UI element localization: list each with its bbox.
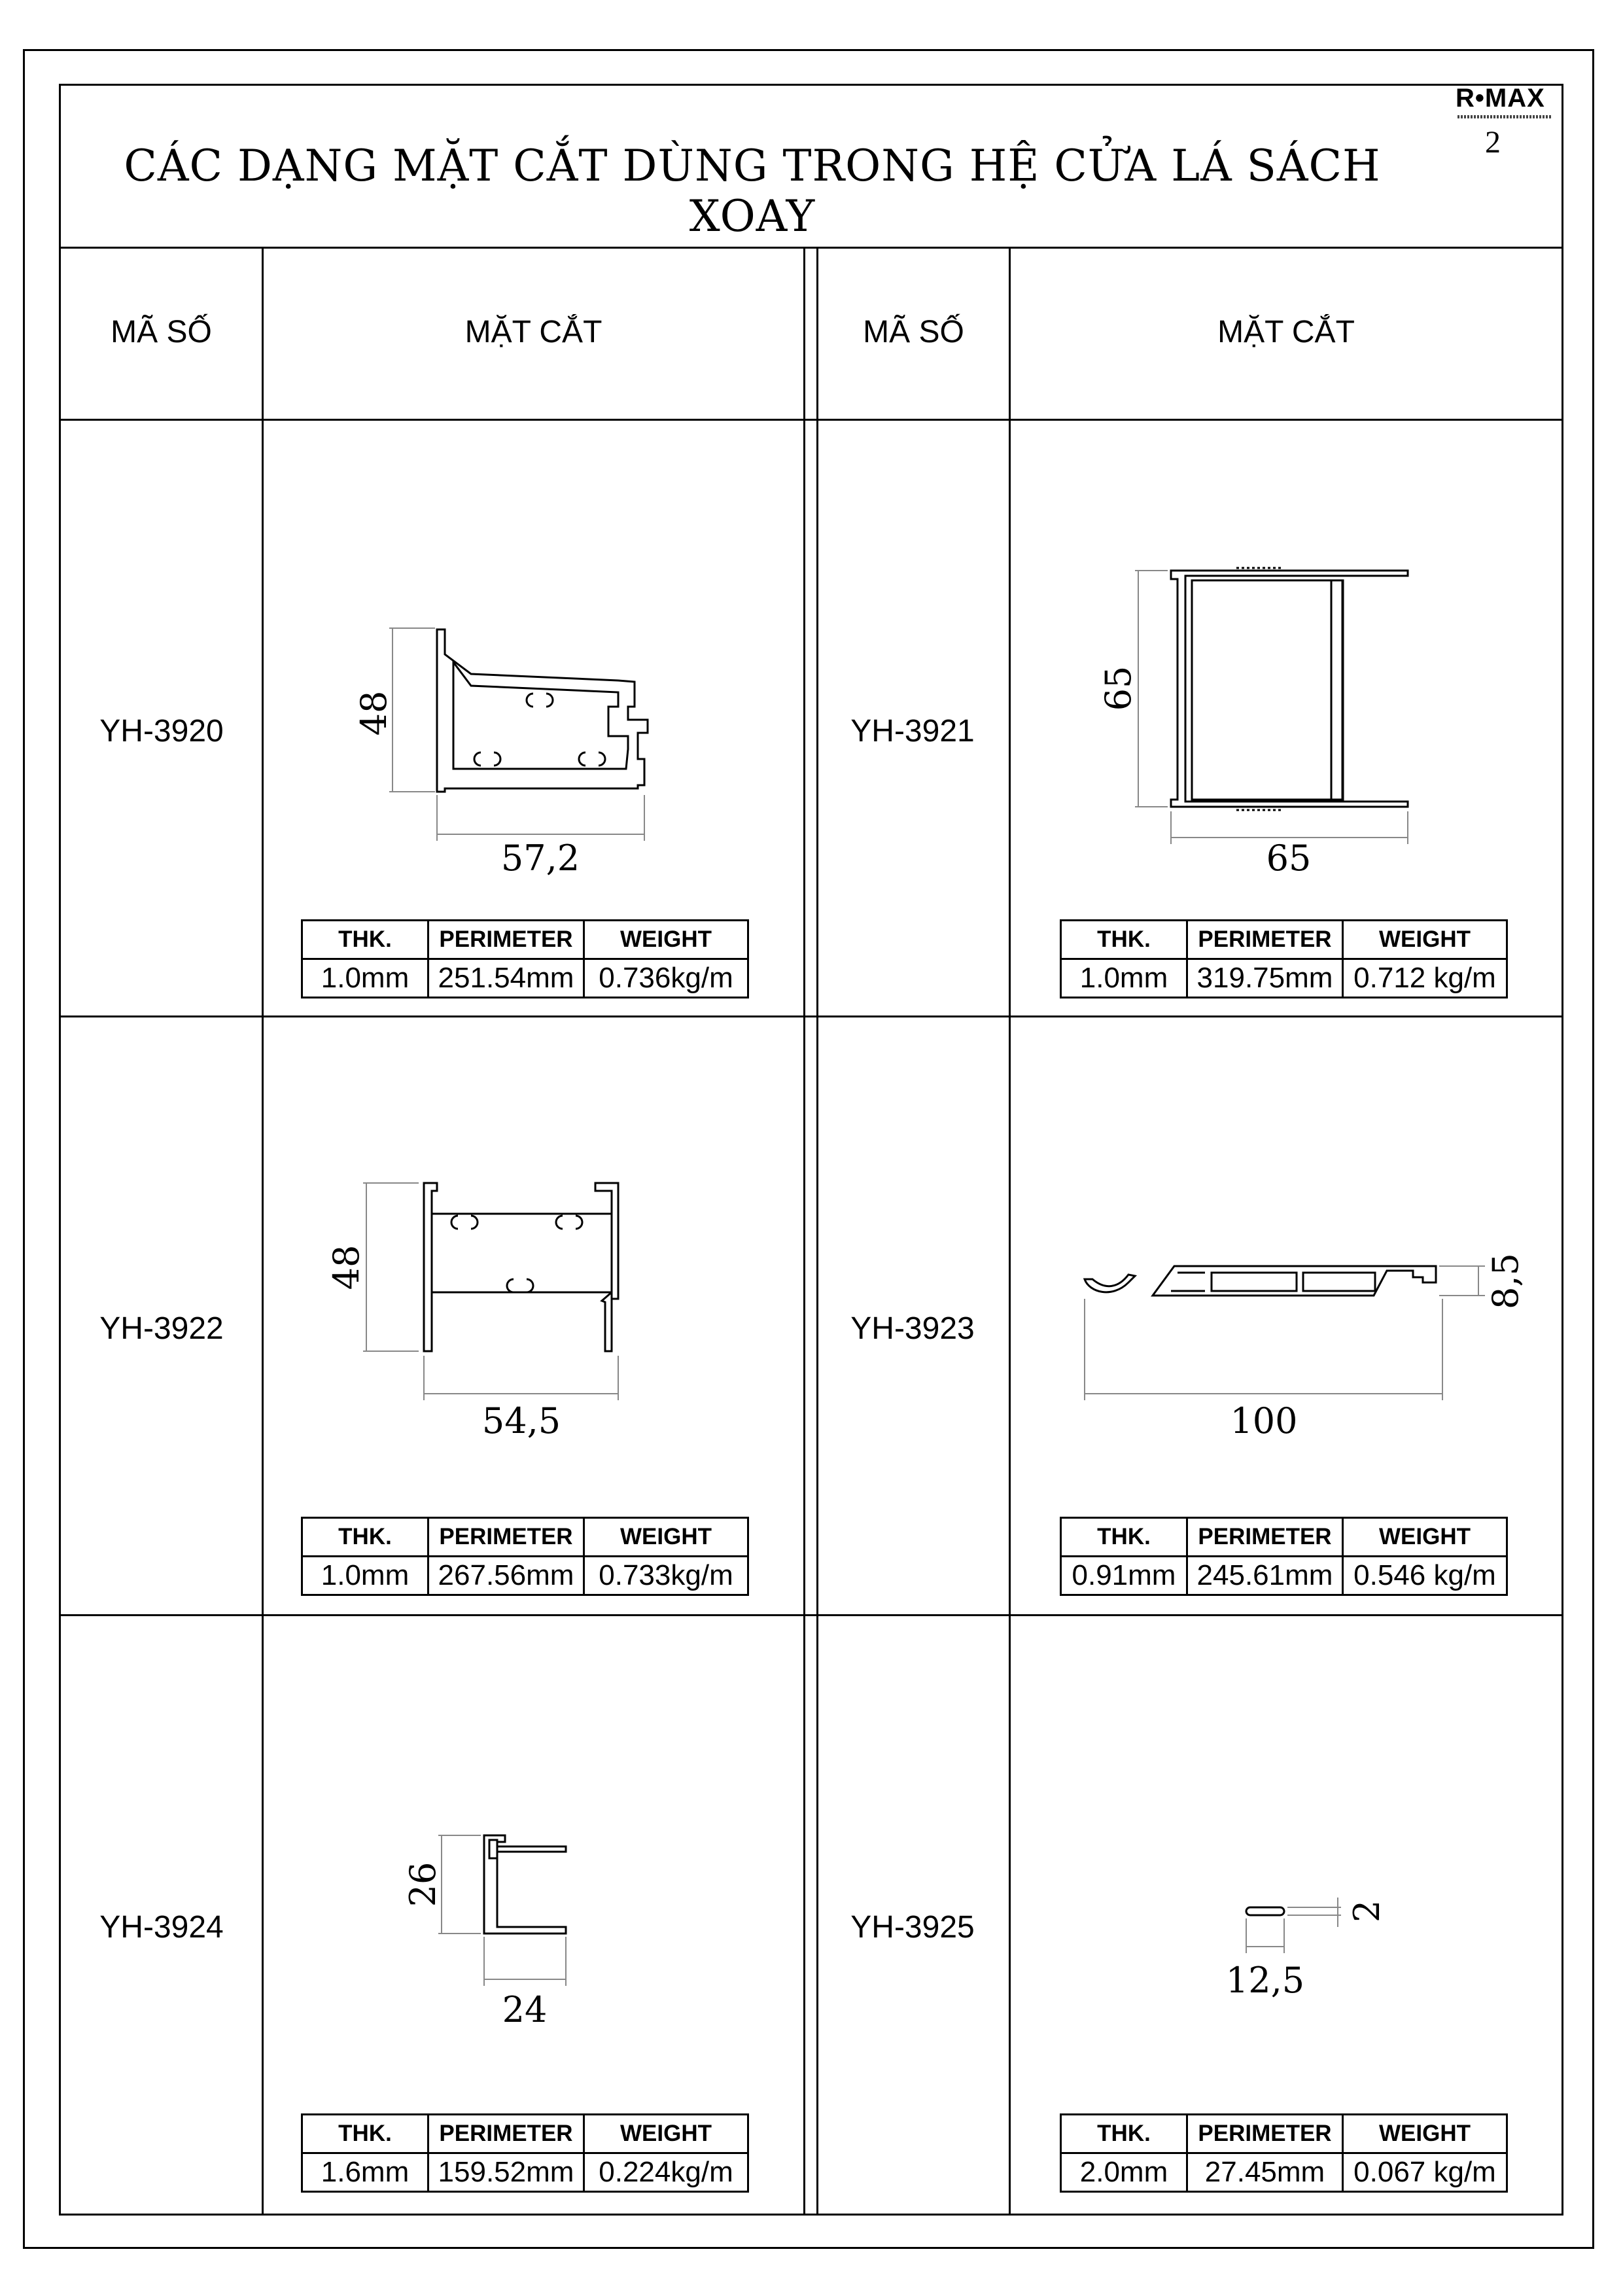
dim-height-label: 48 xyxy=(353,690,394,736)
dim-height-label: 48 xyxy=(326,1245,367,1290)
spec-header-thk: THK. xyxy=(302,2115,428,2153)
spec-header-weight: WEIGHT xyxy=(1343,1518,1507,1557)
profile-code: YH-3924 xyxy=(99,1910,224,1945)
spec-thk: 0.91mm xyxy=(1061,1557,1187,1595)
spec-thk: 1.0mm xyxy=(302,1557,428,1595)
spec-table xyxy=(301,919,749,998)
spec-weight: 0.712 kg/m xyxy=(1343,959,1507,998)
spec-header-weight: WEIGHT xyxy=(1343,2115,1507,2153)
spec-perimeter: 159.52mm xyxy=(428,2153,584,2192)
spec-header-weight: WEIGHT xyxy=(584,921,748,959)
spec-header-thk: THK. xyxy=(1061,1518,1187,1557)
profile-code: YH-3921 xyxy=(850,714,975,749)
dim-width-label: 65 xyxy=(1266,838,1312,879)
header-code-right: MÃ SỐ xyxy=(863,315,964,349)
spec-thk: 1.6mm xyxy=(302,2153,428,2192)
profile-code: YH-3925 xyxy=(850,1910,975,1945)
spec-perimeter: 27.45mm xyxy=(1187,2153,1343,2192)
page-title: CÁC DẠNG MẶT CẮT DÙNG TRONG HỆ CỬA LÁ SÁCH XOAY xyxy=(124,141,1381,241)
spec-header-perimeter: PERIMETER xyxy=(428,921,584,959)
spec-header-perimeter: PERIMETER xyxy=(1187,921,1343,959)
dim-height-label: 26 xyxy=(402,1862,444,1907)
spec-header-weight: WEIGHT xyxy=(584,2115,748,2153)
spec-table xyxy=(1060,1517,1508,1596)
spec-table xyxy=(301,1517,749,1596)
profile-code: YH-3923 xyxy=(850,1311,975,1346)
spec-header-weight: WEIGHT xyxy=(584,1518,748,1557)
dim-width-label: 54,5 xyxy=(481,1400,561,1441)
brand-logo: R•MAX xyxy=(1456,84,1545,113)
spec-header-perimeter: PERIMETER xyxy=(1187,2115,1343,2153)
dim-height-label: 65 xyxy=(1098,665,1139,711)
spec-perimeter: 267.56mm xyxy=(428,1557,584,1595)
dim-width-label: 24 xyxy=(502,1989,548,2030)
spec-header-thk: THK. xyxy=(302,921,428,959)
spec-weight: 0.546 kg/m xyxy=(1343,1557,1507,1595)
header-section-right: MẶT CẮT xyxy=(1217,315,1355,349)
spec-header-thk: THK. xyxy=(1061,2115,1187,2153)
spec-thk: 2.0mm xyxy=(1061,2153,1187,2192)
dim-width-label: 57,2 xyxy=(500,838,580,879)
header-section-left: MẶT CẮT xyxy=(464,315,602,349)
dim-height-label: 8,5 xyxy=(1485,1253,1526,1309)
spec-header-perimeter: PERIMETER xyxy=(1187,1518,1343,1557)
spec-perimeter: 319.75mm xyxy=(1187,959,1343,998)
spec-header-perimeter: PERIMETER xyxy=(428,2115,584,2153)
dim-width-label: 100 xyxy=(1230,1400,1298,1441)
spec-weight: 0.736kg/m xyxy=(584,959,748,998)
spec-weight: 0.224kg/m xyxy=(584,2153,748,2192)
spec-table xyxy=(1060,2113,1508,2193)
header-code-left: MÃ SỐ xyxy=(111,315,212,349)
spec-table xyxy=(1060,919,1508,998)
spec-header-thk: THK. xyxy=(302,1518,428,1557)
spec-weight: 0.067 kg/m xyxy=(1343,2153,1507,2192)
spec-weight: 0.733kg/m xyxy=(584,1557,748,1595)
profile-code: YH-3920 xyxy=(99,714,224,749)
dim-width-label: 12,5 xyxy=(1225,1960,1305,2001)
spec-perimeter: 251.54mm xyxy=(428,959,584,998)
spec-header-thk: THK. xyxy=(1061,921,1187,959)
spec-perimeter: 245.61mm xyxy=(1187,1557,1343,1595)
spec-header-perimeter: PERIMETER xyxy=(428,1518,584,1557)
page-number: 2 xyxy=(1485,125,1501,160)
dim-height-label: 2 xyxy=(1346,1899,1387,1923)
spec-table xyxy=(301,2113,749,2193)
spec-thk: 1.0mm xyxy=(1061,959,1187,998)
spec-thk: 1.0mm xyxy=(302,959,428,998)
profile-code: YH-3922 xyxy=(99,1311,224,1346)
spec-header-weight: WEIGHT xyxy=(1343,921,1507,959)
